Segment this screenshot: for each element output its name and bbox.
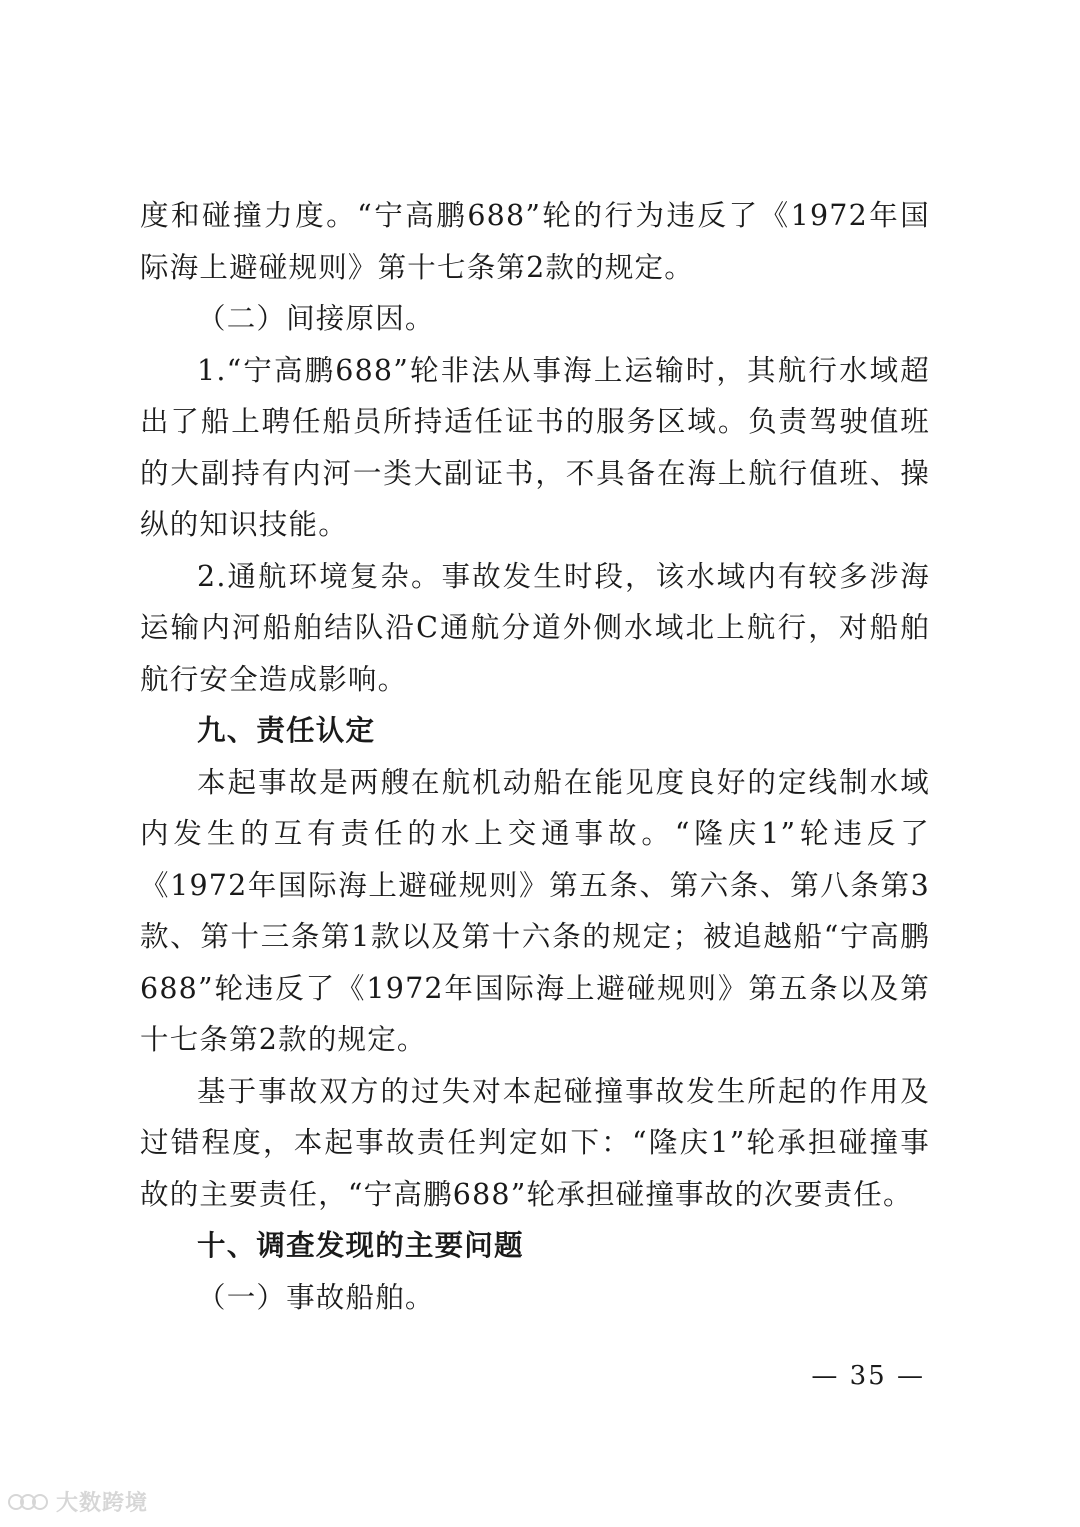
paragraph-continued: 度和碰撞力度。“宁高鹏688”轮的行为违反了《1972年国际海上避碰规则》第十七条第2款的规定。 xyxy=(140,199,930,284)
subheading-accident-vessels: （一）事故船舶。 xyxy=(197,1280,435,1314)
subheading-indirect-causes: （二）间接原因。 xyxy=(197,302,435,335)
document-body xyxy=(140,190,930,1323)
watermark-text: 大数跨境 xyxy=(56,1491,149,1516)
watermark xyxy=(8,1486,148,1517)
paragraph-cause-2: 2.通航环境复杂。事故发生时段，该水域内有较多涉海运输内河船舶结队沿C通航分道外侧水域北上航行，对船舶航行安全造成影响。 xyxy=(140,559,930,696)
watermark-logo-icon xyxy=(8,1491,50,1513)
paragraph-judgement: 基于事故双方的过失对本起碰撞事故发生所起的作用及过错程度，本起事故责任判定如下：“隆庆1”轮承担碰撞事故的主要责任，“宁高鹏688”轮承担碰撞事故的次要责任。 xyxy=(140,1074,930,1211)
page-number: — 35 — xyxy=(811,1361,925,1391)
paragraph-responsibility: 本起事故是两艘在航机动船在能见度良好的定线制水域内发生的互有责任的水上交通事故。“隆庆1”轮违反了《1972年国际海上避碰规则》第五条、第六条、第八条第3款、第十三条第1款以及第十六条的规定；被追越船“宁高鹏688”轮违反了《1972年国际海上避碰规则》第五条以及第十七条第2款的规定。 xyxy=(140,765,930,1056)
section-heading-main-issues: 十、调查发现的主要问题 xyxy=(197,1229,524,1262)
section-heading-responsibility: 九、责任认定 xyxy=(197,714,376,747)
paragraph-cause-1: 1.“宁高鹏688”轮非法从事海上运输时，其航行水域超出了船上聘任船员所持适任证书的服务区域。负责驾驶值班的大副持有内河一类大副证书，不具备在海上航行值班、操纵的知识技能。 xyxy=(140,353,930,541)
